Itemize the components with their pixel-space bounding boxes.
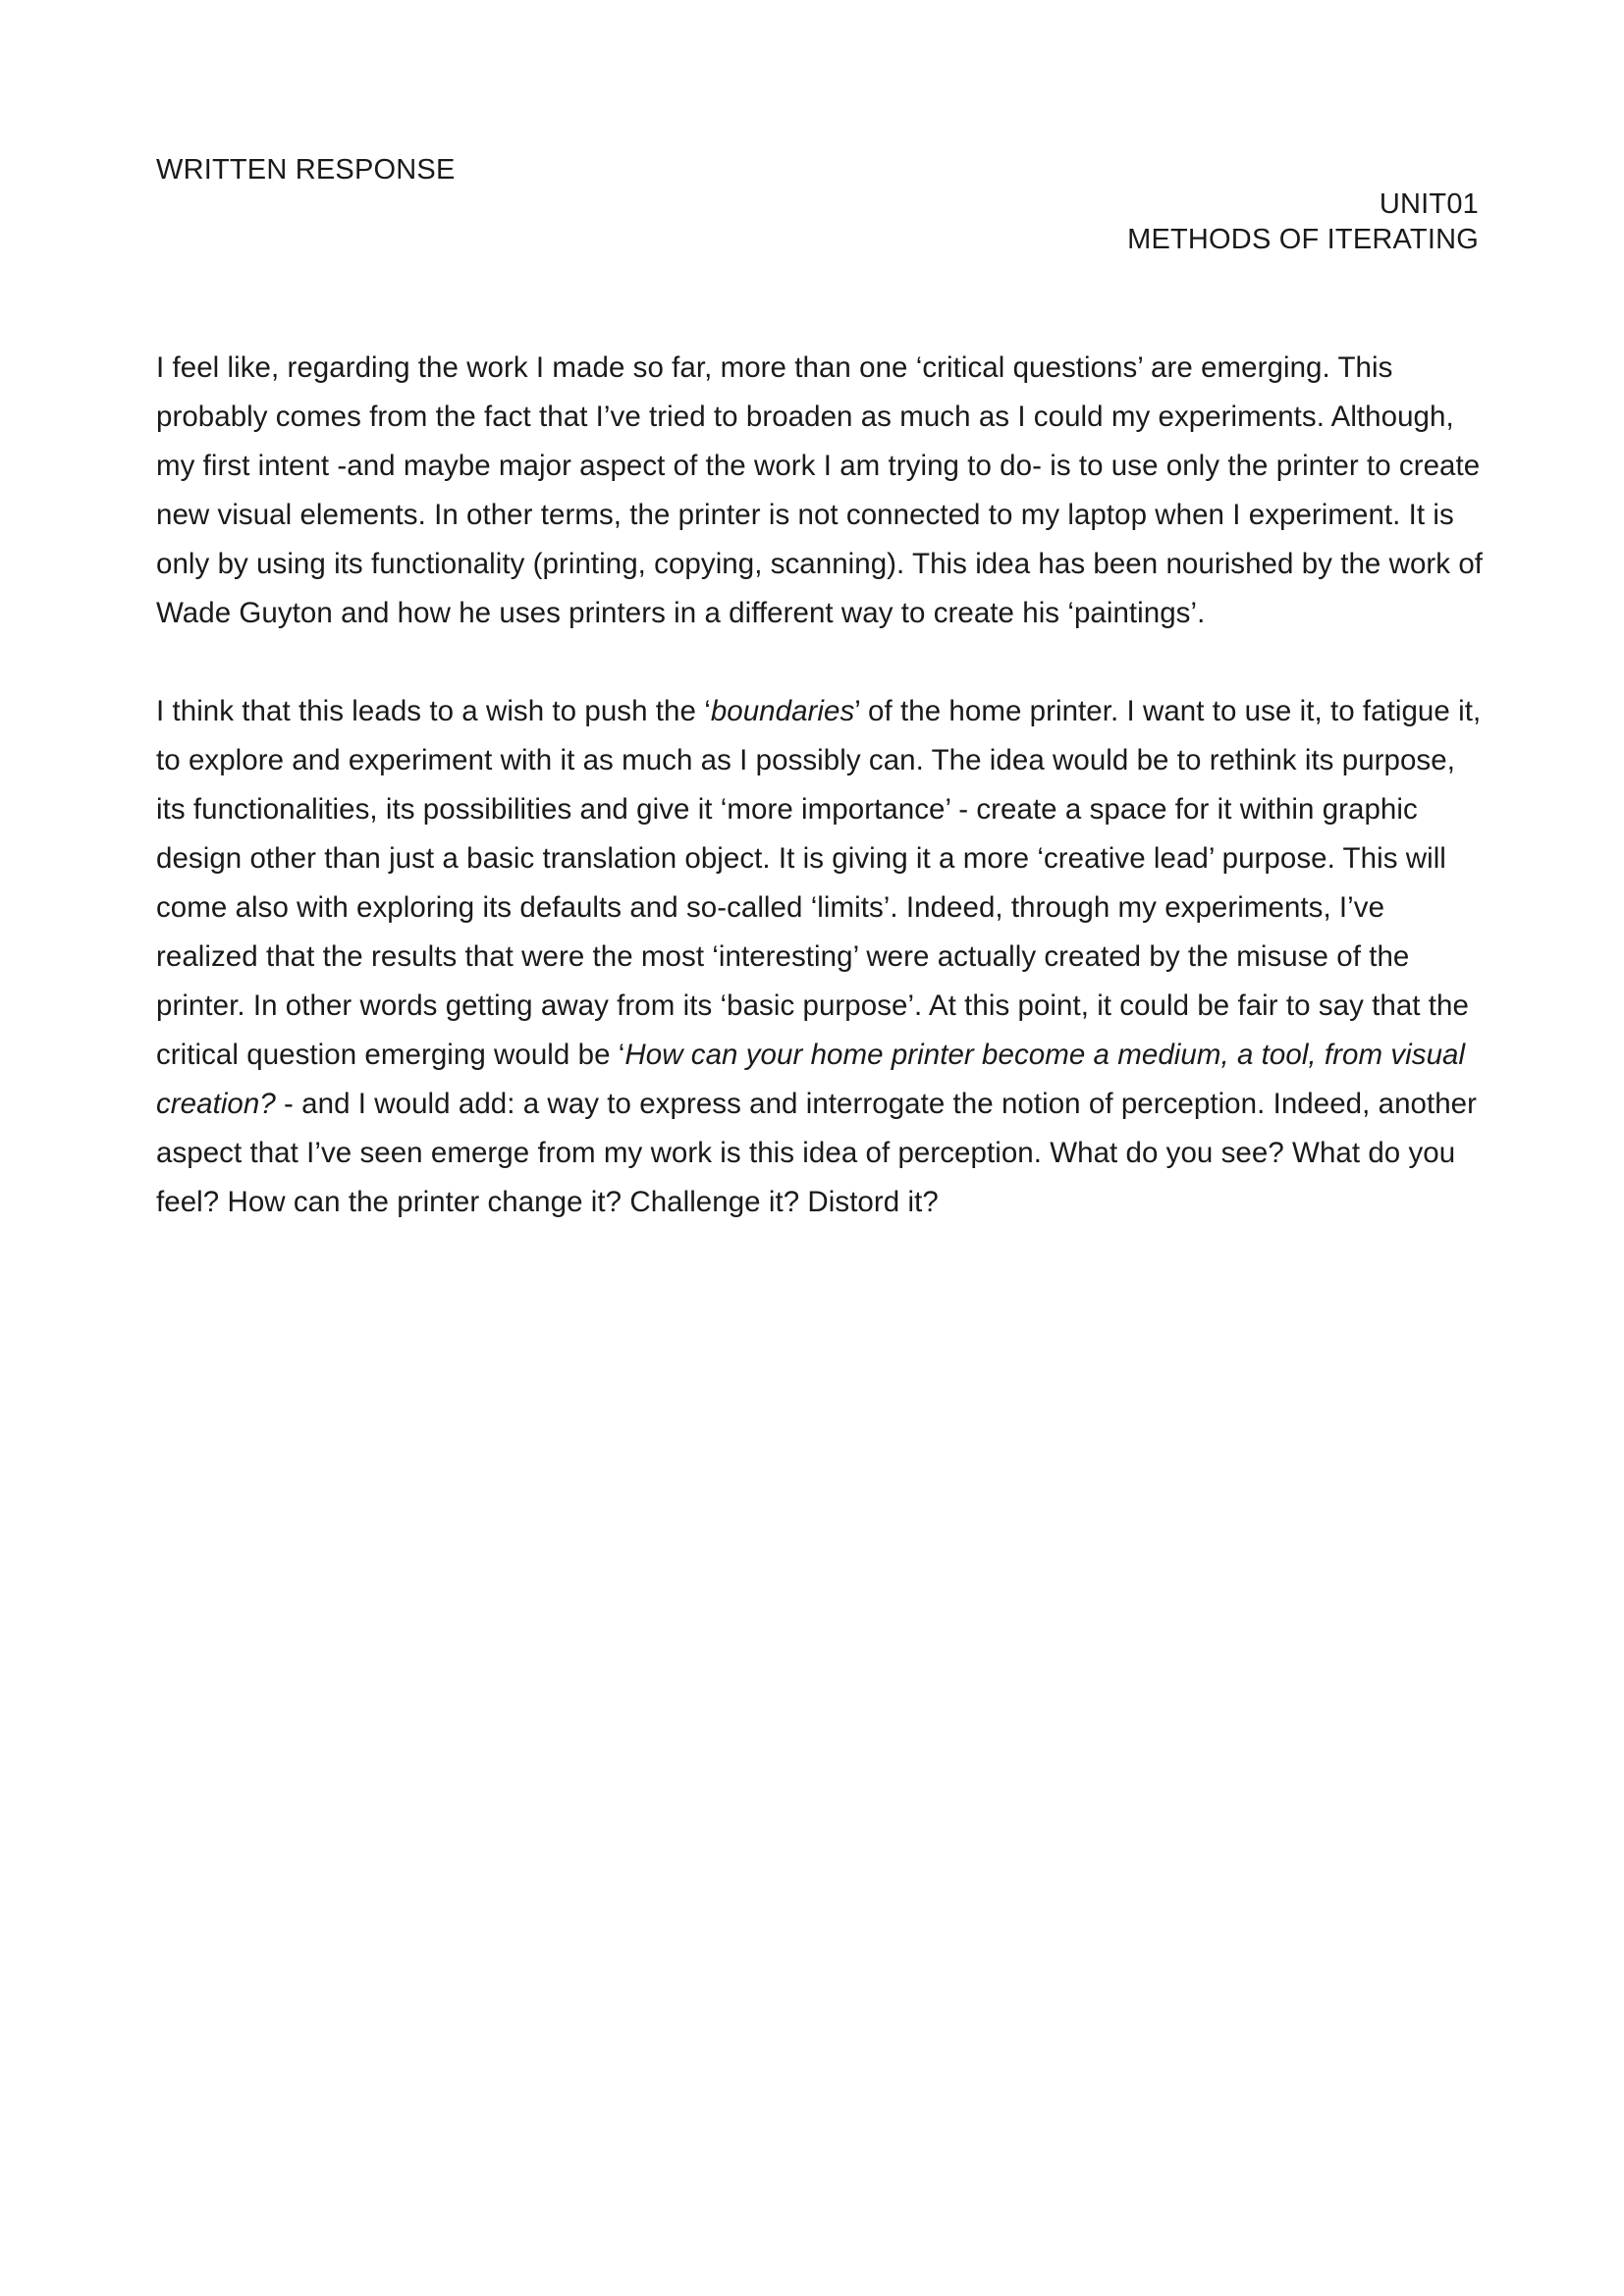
italic-critical-question: How can your home printer become a medium, a tool, from visual creation? [156, 1039, 1466, 1120]
paragraph-1: I feel like, regarding the work I made so far, more than one ‘critical questions’ are emerging. This probably comes from the fact that I’ve tried to broaden as much as I could my experiments. Although, my first intent -and maybe major aspect of the work I am trying to do- is to use only the printer to create new visual elements. In other terms, the printer is not connected to my laptop when I experiment. It is only by using its functionality (printing, copying, scanning). This idea has been nourished by the work of Wade Guyton and how he uses printers in a different way to create his ‘paintings’. [156, 351, 1484, 629]
unit-title: METHODS OF ITERATING [1127, 224, 1479, 255]
unit-header [1127, 187, 1479, 257]
paragraph-2-text-1: I think that this leads to a wish to push the ‘ [156, 695, 711, 727]
paragraph-2-text-3: - and I would add: a way to express and interrogate the notion of perception. Indeed, another aspect that I’ve seen emerge from my work is this idea of perception. What do you see? What do you feel? How can the printer change it? Challenge it? Distord it? [156, 1088, 1478, 1218]
document-label: WRITTEN RESPONSE [156, 154, 456, 186]
paragraph-2-text-2: ’ of the home printer. I want to use it, to fatigue it, to explore and experiment with it as much as I possibly can. The idea would be to rethink its purpose, its functionalities, its possibilities and give it ‘more importance’ - create a space for it within graphic design other than just a basic translation object. It is giving it a more ‘creative lead’ purpose. This will come also with exploring its defaults and so-called ‘limits’. Indeed, through my experiments, I’ve realized that the results that were the most ‘interesting’ were actually created by the misuse of the printer. In other words getting away from its ‘basic purpose’. At this point, it could be fair to say that the critical question emerging would be ‘ [156, 695, 1482, 1071]
response-body [156, 344, 1484, 1227]
paragraph-2 [156, 687, 1484, 1227]
unit-code: UNIT01 [1379, 188, 1479, 220]
italic-boundaries: boundaries [710, 695, 855, 727]
